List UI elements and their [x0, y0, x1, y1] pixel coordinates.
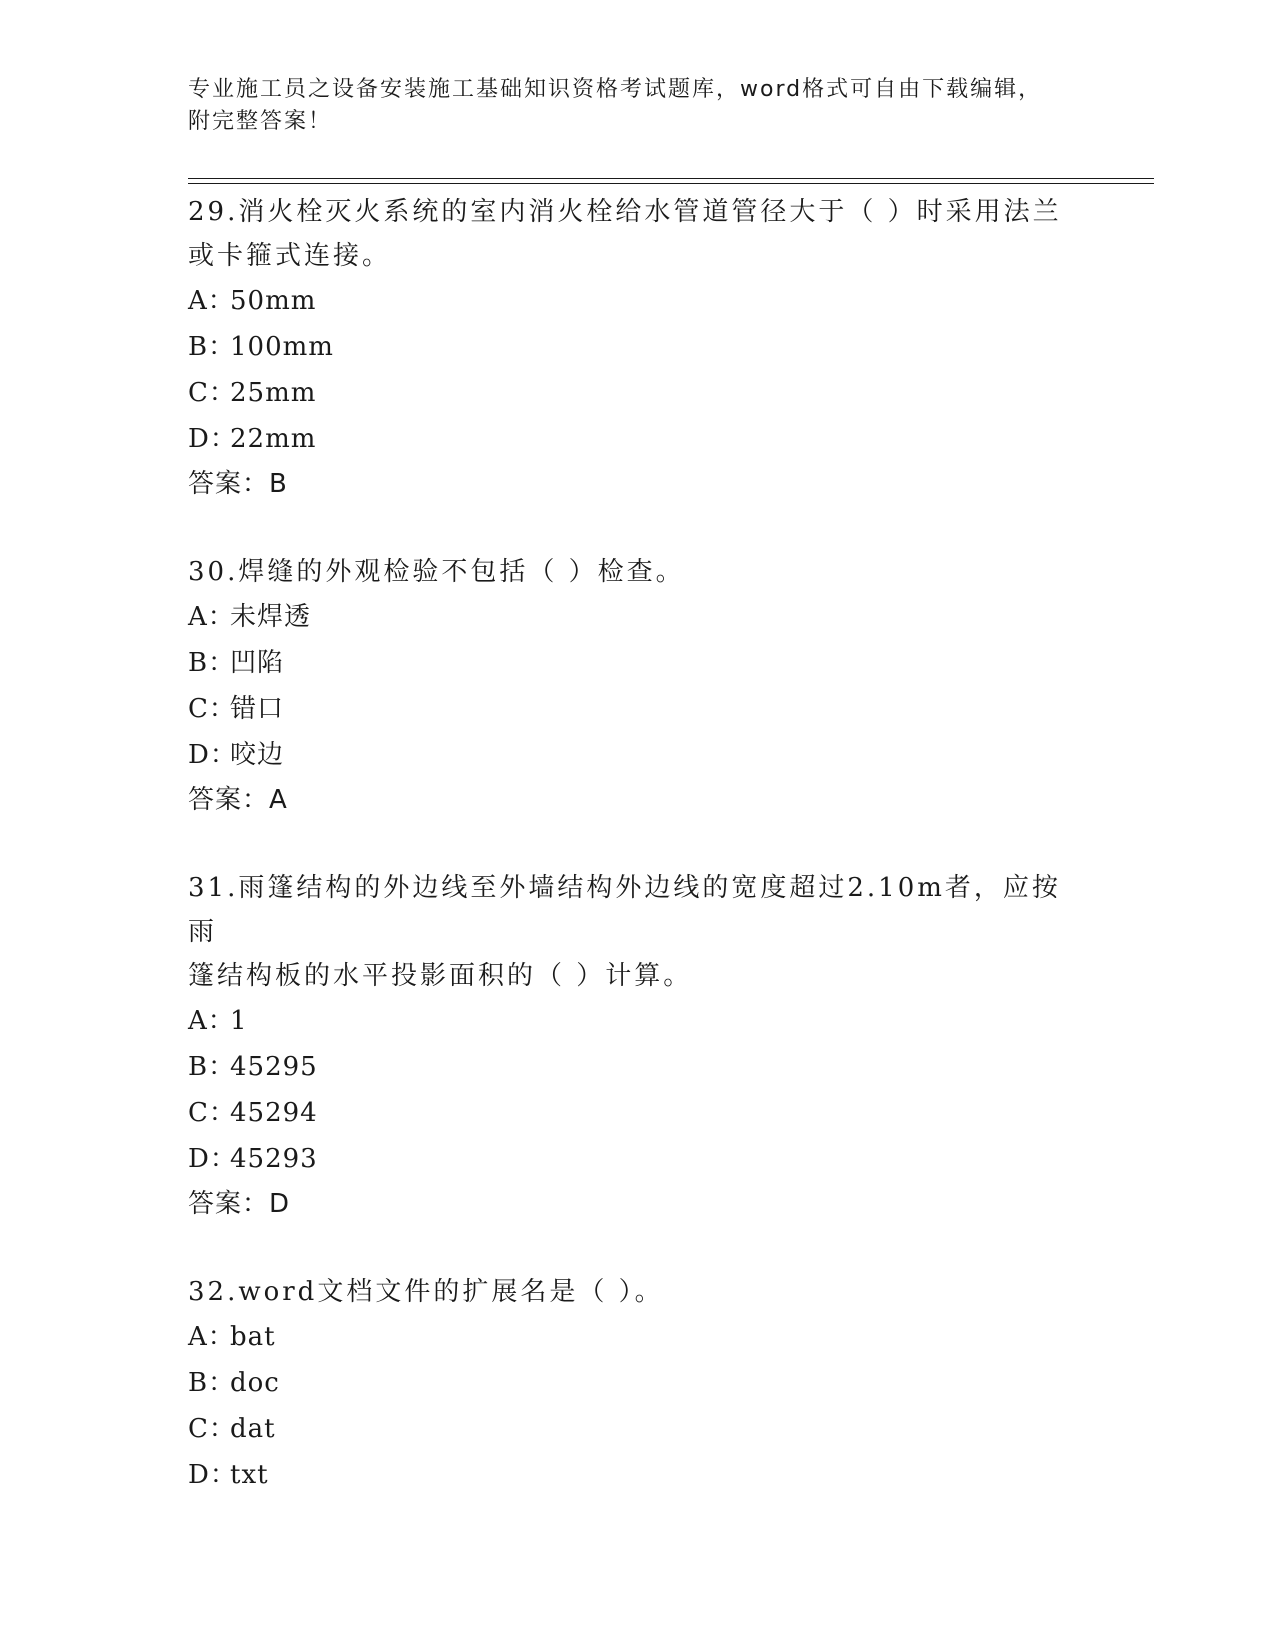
option-c [188, 686, 1088, 732]
option-key: D： [188, 740, 237, 770]
question-stem: 31.雨篷结构的外边线至外墙结构外边线的宽度超过2.10m者，应按雨 [188, 873, 1061, 947]
option-d [188, 1136, 1088, 1182]
option-key: C： [188, 1098, 236, 1128]
option-d [188, 732, 1088, 778]
header-divider-bottom [188, 183, 1154, 184]
option-key: C： [188, 1414, 236, 1444]
question-32 [188, 1270, 1088, 1498]
option-key: B： [188, 332, 236, 362]
question-stem: 30.焊缝的外观检验不包括（ ）检查。 [188, 557, 685, 587]
option-text: 45294 [230, 1098, 318, 1128]
answer-line: 答案：A [188, 785, 288, 815]
option-text: 未焊透 [230, 602, 312, 632]
option-b [188, 1360, 1088, 1406]
question-spacer [188, 506, 1088, 550]
option-key: B： [188, 1368, 236, 1398]
option-key: D： [188, 1144, 237, 1174]
option-key: B： [188, 1052, 236, 1082]
option-d [188, 416, 1088, 462]
option-key: A： [188, 1006, 235, 1036]
question-30 [188, 550, 1088, 822]
question-spacer [188, 822, 1088, 866]
option-key: D： [188, 424, 237, 454]
option-text: bat [230, 1322, 276, 1352]
option-a [188, 1314, 1088, 1360]
option-a [188, 998, 1088, 1044]
question-stem-continued: 篷结构板的水平投影面积的（ ）计算。 [188, 961, 693, 991]
question-stem-continued: 或卡箍式连接。 [188, 241, 392, 271]
option-text: 咬边 [230, 740, 285, 770]
option-text: 25mm [230, 378, 317, 408]
option-b [188, 324, 1088, 370]
header-line-1: 专业施工员之设备安装施工基础知识资格考试题库，word格式可自由下载编辑， [188, 77, 1043, 102]
option-text: txt [230, 1460, 269, 1490]
option-text: 错口 [230, 694, 285, 724]
option-key: A： [188, 602, 235, 632]
option-key: C： [188, 378, 236, 408]
answer-line: 答案：B [188, 469, 288, 499]
option-text: 凹陷 [230, 648, 285, 678]
option-text: 50mm [230, 286, 317, 316]
option-a [188, 278, 1088, 324]
option-text: dat [230, 1414, 276, 1444]
question-stem: 29.消火栓灭火系统的室内消火栓给水管道管径大于（ ）时采用法兰 [188, 197, 1062, 227]
question-stem: 32.word文档文件的扩展名是（ ）。 [188, 1277, 664, 1307]
option-text: 45295 [230, 1052, 318, 1082]
option-text: doc [230, 1368, 280, 1398]
option-text: 100mm [230, 332, 334, 362]
question-29 [188, 190, 1088, 506]
option-c [188, 1406, 1088, 1452]
header-divider-top [188, 178, 1154, 179]
question-31 [188, 866, 1088, 1226]
option-c [188, 370, 1088, 416]
option-key: A： [188, 286, 235, 316]
option-d [188, 1452, 1088, 1498]
option-text: 22mm [230, 424, 317, 454]
option-c [188, 1090, 1088, 1136]
option-key: C： [188, 694, 236, 724]
option-key: D： [188, 1460, 237, 1490]
question-list [188, 190, 1088, 1498]
option-text: 1 [230, 1006, 248, 1036]
option-b [188, 1044, 1088, 1090]
document-header [188, 74, 1088, 138]
question-spacer [188, 1226, 1088, 1270]
header-line-2: 附完整答案！ [188, 109, 333, 134]
option-a [188, 594, 1088, 640]
answer-line: 答案：D [188, 1189, 291, 1219]
option-text: 45293 [230, 1144, 318, 1174]
option-b [188, 640, 1088, 686]
option-key: A： [188, 1322, 235, 1352]
option-key: B： [188, 648, 236, 678]
